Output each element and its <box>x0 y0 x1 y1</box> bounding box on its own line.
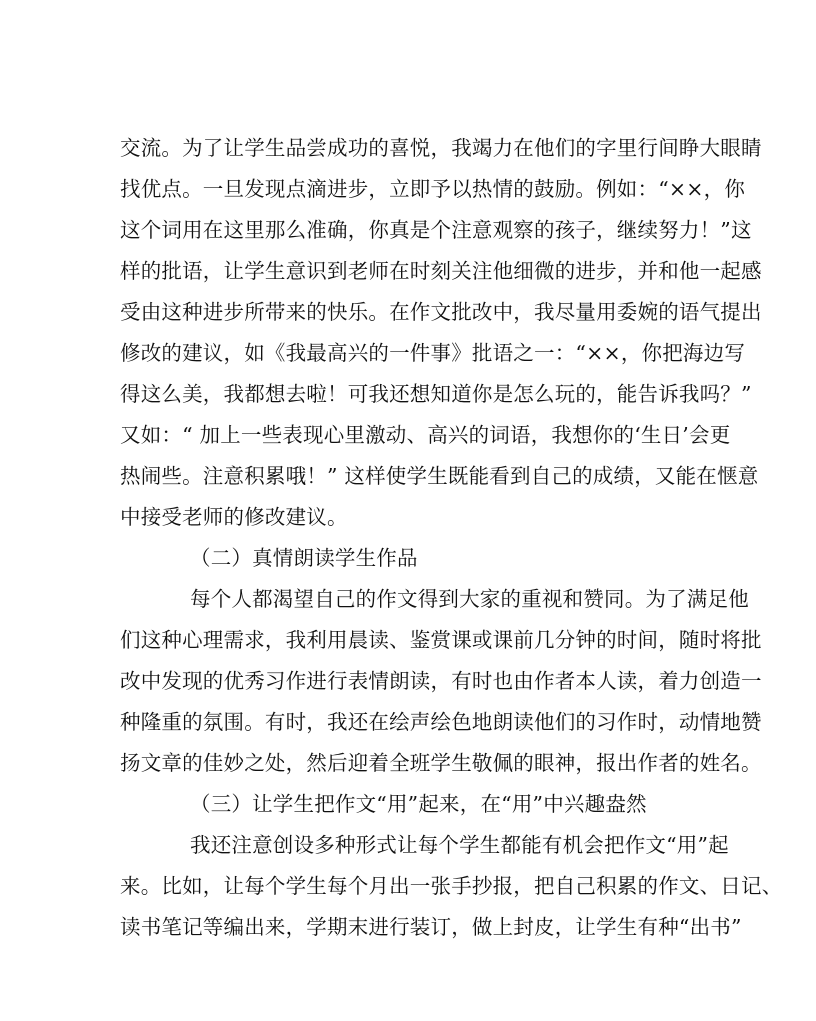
section-heading: （二）真情朗读学生作品 <box>190 546 418 570</box>
paragraph-line: 种隆重的氛围。有时，我还在绘声绘色地朗读他们的习作时，动情地赞 <box>120 710 762 734</box>
paragraph-line: 热闹些。注意积累哦！” 这样使学生既能看到自己的成绩，又能在惬意 <box>120 464 759 488</box>
paragraph-line: 修改的建议，如《我最高兴的一件事》批语之一：“××，你把海边写 <box>120 341 746 365</box>
paragraph-line: 受由这种进步所带来的快乐。在作文批改中，我尽量用委婉的语气提出 <box>120 300 762 324</box>
paragraph-line: 改中发现的优秀习作进行表情朗读，有时也由作者本人读，着力创造一 <box>120 669 762 693</box>
paragraph-line: 这个词用在这里那么准确，你真是个注意观察的孩子，继续努力！”这 <box>120 218 752 242</box>
paragraph-line: 我还注意创设多种形式让每个学生都能有机会把作文“用”起 <box>190 833 729 857</box>
paragraph-line: 又如：“ 加上一些表现心里激动、高兴的词语，我想你的‘生日’会更 <box>120 423 731 447</box>
paragraph-line: 得这么美，我都想去啦！可我还想知道你是怎么玩的，能告诉我吗？” <box>120 382 752 406</box>
paragraph-line: 读书笔记等编出来，学期末进行装订，做上封皮，让学生有种“出书” <box>120 915 742 939</box>
paragraph-line: 交流。为了让学生品尝成功的喜悦，我竭力在他们的字里行间睁大眼睛 <box>120 136 762 160</box>
paragraph-line: 扬文章的佳妙之处，然后迎着全班学生敬佩的眼神，报出作者的姓名。 <box>120 751 762 775</box>
paragraph-line: 来。比如，让每个学生每个月出一张手抄报，把自己积累的作文、日记、 <box>120 874 783 898</box>
section-heading: （三）让学生把作文“用”起来，在“用”中兴趣盎然 <box>190 792 647 816</box>
paragraph-line: 们这种心理需求，我利用晨读、鉴赏课或课前几分钟的时间，随时将批 <box>120 628 762 652</box>
paragraph-line: 找优点。一旦发现点滴进步，立即予以热情的鼓励。例如：“××，你 <box>120 177 746 201</box>
paragraph-line: 样的批语，让学生意识到老师在时刻关注他细微的进步，并和他一起感 <box>120 259 762 283</box>
paragraph-line: 中接受老师的修改建议。 <box>120 505 348 529</box>
paragraph-line: 每个人都渴望自己的作文得到大家的重视和赞同。为了满足他 <box>190 587 749 611</box>
